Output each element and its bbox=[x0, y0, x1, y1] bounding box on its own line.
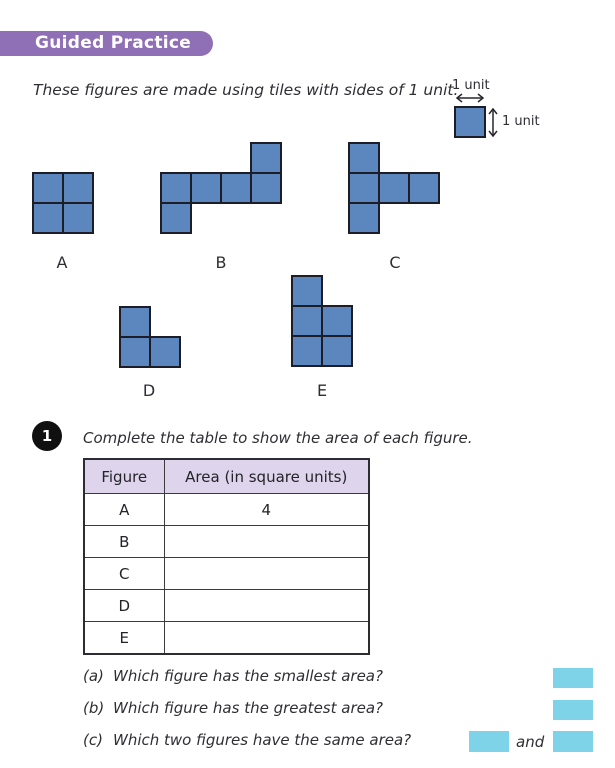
figure-label-D: D bbox=[142, 381, 156, 400]
area-cell-A: 4 bbox=[164, 494, 369, 526]
figure-E-tile bbox=[292, 336, 322, 366]
figure-A-tile bbox=[63, 173, 93, 203]
figure-C-tile bbox=[349, 203, 379, 233]
figure-A-tile bbox=[63, 203, 93, 233]
vertical-double-arrow-icon bbox=[487, 106, 499, 139]
sub-question-b-text: Which figure has the greatest area? bbox=[113, 699, 383, 717]
question-number-badge bbox=[32, 421, 62, 451]
answer-box-a[interactable] bbox=[553, 668, 593, 688]
horizontal-double-arrow-icon bbox=[454, 92, 486, 104]
figure-A-tile bbox=[33, 173, 63, 203]
sub-question-a-label: (a) bbox=[83, 667, 104, 685]
area-cell-E[interactable] bbox=[164, 622, 369, 655]
figure-D-tile bbox=[150, 337, 180, 367]
sub-question-c-label: (c) bbox=[83, 731, 103, 749]
area-cell-B[interactable] bbox=[164, 526, 369, 558]
figure-label-E: E bbox=[316, 381, 328, 400]
guided-practice-badge bbox=[0, 31, 213, 56]
figure-B-tile bbox=[161, 173, 191, 203]
sub-question-b bbox=[83, 699, 383, 717]
figure-label-C: C bbox=[389, 253, 401, 272]
table-header-row bbox=[84, 459, 369, 494]
table-row-A bbox=[84, 494, 369, 526]
intro-text: These figures are made using tiles with sides of 1 unit. bbox=[33, 81, 459, 99]
area-table bbox=[83, 458, 370, 655]
question-text: Complete the table to show the area of each figure. bbox=[83, 429, 473, 447]
answer-box-c2[interactable] bbox=[553, 731, 593, 752]
sub-question-c-text: Which two figures have the same area? bbox=[113, 731, 412, 749]
table-row-E bbox=[84, 622, 369, 655]
figure-C-tile bbox=[379, 173, 409, 203]
area-cell-C[interactable] bbox=[164, 558, 369, 590]
figure-cell-B: B bbox=[84, 526, 164, 558]
table-row-D bbox=[84, 590, 369, 622]
figure-E-tile bbox=[322, 306, 352, 336]
figure-label-A: A bbox=[56, 253, 68, 272]
figure-label-B: B bbox=[215, 253, 227, 272]
table-row-B bbox=[84, 526, 369, 558]
figure-A-tile bbox=[33, 203, 63, 233]
figure-B-tile bbox=[221, 173, 251, 203]
table-header-figure: Figure bbox=[84, 459, 164, 494]
question-number: 1 bbox=[41, 427, 53, 445]
guided-practice-label: Guided Practice bbox=[35, 33, 192, 53]
sub-question-c bbox=[83, 731, 411, 749]
unit-width-label: 1 unit bbox=[452, 78, 490, 93]
sub-question-a-text: Which figure has the smallest area? bbox=[113, 667, 383, 685]
figure-C-tile bbox=[349, 143, 379, 173]
area-cell-D[interactable] bbox=[164, 590, 369, 622]
figure-E-tile bbox=[292, 306, 322, 336]
table-header-area: Area (in square units) bbox=[164, 459, 369, 494]
figure-C-tile bbox=[409, 173, 439, 203]
figure-cell-C: C bbox=[84, 558, 164, 590]
and-connector: and bbox=[516, 733, 545, 751]
figure-cell-E: E bbox=[84, 622, 164, 655]
figure-E-tile bbox=[322, 336, 352, 366]
figure-cell-D: D bbox=[84, 590, 164, 622]
answer-box-c1[interactable] bbox=[469, 731, 509, 752]
figure-cell-A: A bbox=[84, 494, 164, 526]
figure-B-tile bbox=[251, 173, 281, 203]
figure-E-tile bbox=[292, 276, 322, 306]
figure-D-tile bbox=[120, 307, 150, 337]
unit-height-label: 1 unit bbox=[502, 114, 540, 129]
table-row-C bbox=[84, 558, 369, 590]
figure-B-tile bbox=[251, 143, 281, 173]
figure-C-tile bbox=[349, 173, 379, 203]
figure-B-tile bbox=[161, 203, 191, 233]
sub-question-b-label: (b) bbox=[83, 699, 105, 717]
sub-question-a bbox=[83, 667, 383, 685]
figure-D-tile bbox=[120, 337, 150, 367]
figure-B-tile bbox=[191, 173, 221, 203]
answer-box-b[interactable] bbox=[553, 700, 593, 720]
unit-tile bbox=[455, 107, 485, 137]
